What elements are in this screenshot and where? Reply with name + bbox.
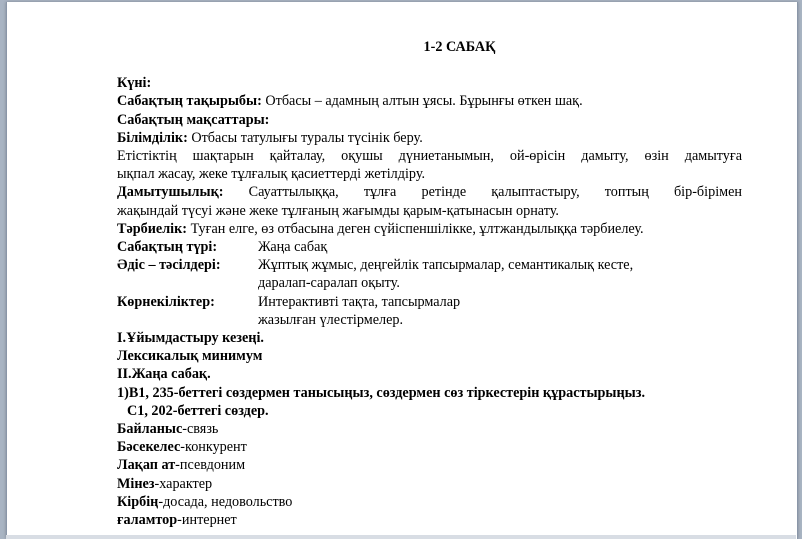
lexical-heading: Лексикалық минимум: [117, 348, 263, 365]
methods-row: [117, 256, 742, 274]
date-line: [117, 74, 742, 92]
stage2-heading: II.Жаңа сабақ.: [117, 366, 211, 383]
visual-row: [117, 293, 742, 311]
type-value: Жаңа сабақ: [258, 239, 328, 256]
document-page: [6, 2, 798, 539]
visual-label: Көрнекіліктер:: [117, 293, 215, 310]
vocab-item: Мінез-характер: [117, 475, 213, 492]
edu-line: [117, 129, 742, 147]
dev-line1: [117, 183, 742, 201]
lesson-title: 1-2 САБАҚ: [423, 39, 496, 55]
topic-line: [117, 92, 742, 110]
methods-value-line1: Жұптық жұмыс, деңгейлік тапсырмалар, семантикалық кесте,: [258, 257, 634, 274]
edu-value: Отбасы татулығы туралы түсінік беру.: [187, 129, 423, 146]
upbr-label: Тәрбиелік:: [117, 220, 188, 237]
upbr-value: Туған елге, өз отбасына деген сүйіспеншілікке, ұлтжандылыққа тәрбиелеу.: [187, 220, 644, 237]
task1: 1)В1, 235-беттегі сөздермен танысыңыз, сөздермен сөз тіркестерін құрастырыңыз.: [117, 384, 645, 401]
vocab-item: Лақап ат-псевдоним: [117, 457, 246, 474]
goals-label: Сабақтың мақсаттары:: [117, 111, 270, 128]
date-label: Күні:: [117, 75, 152, 92]
document-body: [117, 2, 742, 529]
edu-label: Білімділік:: [117, 129, 188, 146]
vocab-list: [117, 420, 742, 529]
goals-line: [117, 111, 742, 129]
stage1-heading: I.Ұйымдастыру кезеңі.: [117, 330, 264, 347]
topic-label: Сабақтың тақырыбы:: [117, 93, 262, 110]
type-row: [117, 238, 742, 256]
vocab-item: ғаламтор-интернет: [117, 512, 237, 529]
type-label: Сабақтың түрі:: [117, 239, 218, 256]
methods-value-line2: даралап-саралап оқыту.: [258, 275, 400, 292]
visual-value-line2: жазылған үлестірмелер.: [258, 311, 404, 328]
methods-label: Әдіс – тәсілдері:: [117, 257, 221, 274]
page-bottom-edge: [6, 535, 796, 539]
dev-label: Дамытушылық:: [117, 184, 224, 201]
vocab-item: Байланыс-связь: [117, 421, 219, 438]
dev-line2: жақындай түсуі және жеке тұлғаның жағымды қарым-қатынасын орнату.: [117, 202, 559, 219]
edu-cont-line1: Етістіктің шақтарын қайталау, оқушы дүниетанымын, ой-өрісін дамыту, өзін дамытуға: [117, 148, 742, 165]
vocab-item: Бәсекелес-конкурент: [117, 439, 247, 456]
upbr-line: [117, 220, 742, 238]
task1-sub: С1, 202-беттегі сөздер.: [127, 402, 269, 419]
visual-value-line1: Интерактивті тақта, тапсырмалар: [258, 293, 461, 310]
topic-value: Отбасы – адамның алтын ұясы. Бұрынғы өткен шақ.: [261, 93, 583, 110]
dev-value-line1: Сауаттылыққа, тұлға ретінде қалыптастыру, топтың бір-бірімен: [223, 184, 742, 201]
edu-cont-line2: ықпал жасау, жеке тұлғалық қасиеттерді жетілдіру.: [117, 166, 426, 183]
vocab-item: Кірбің-досада, недовольство: [117, 493, 293, 510]
